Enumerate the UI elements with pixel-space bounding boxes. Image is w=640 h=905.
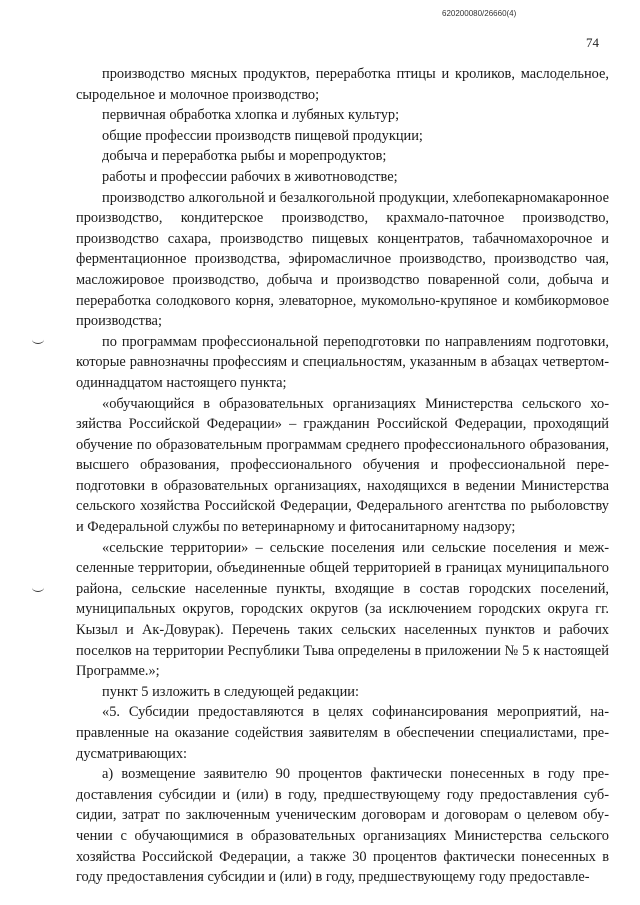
paragraph: производство алкогольной и безалкогольной продукции, хлебопекарномакаронное производство, кондитерское производство, крахмало-паточное производство, производство сахара, производство пищевых концентратов, табачномахорочное и ферментационное производства, эфиромасличное производство, производство чая, масложировое производство, добыча и производство поваренной соли, добыча и переработка солодкового корня, элеваторное, мукомольно-крупяное и комбикормовое производства; bbox=[76, 189, 609, 330]
paragraph: «обучающийся в образовательных организациях Министерства сельского хозяйства Российской Федерации» – гражданин Российской Федерации, проходящий обучение по образовательным программам среднего профессионального образования, высшего образования, профессионального обучения и профессиональной переподготовки в образовательных организациях, находящихся в ведении Министерства сельского хозяйства Российской Федерации, Федерального агентства по рыболовству и Федеральной службы по ветеринарному и фитосанитарному надзору; bbox=[76, 395, 609, 536]
paragraph: добыча и переработка рыбы и морепродуктов; bbox=[102, 148, 387, 165]
paragraph: по программам профессиональной переподготовки по направлениям подготовки, которые равнозначны профессиям и специальностям, указанным в абзацах четвертом-одиннадцатом настоящего пункта; bbox=[76, 333, 609, 391]
paragraph: пункт 5 изложить в следующей редакции: bbox=[102, 683, 359, 700]
paragraph: общие профессии производств пищевой продукции; bbox=[102, 127, 423, 144]
paragraph: первичная обработка хлопка и лубяных культур; bbox=[102, 107, 400, 124]
scan-margin-mark bbox=[32, 335, 44, 344]
paragraph: а) возмещение заявителю 90 процентов фактически понесенных в году предоставления субсидии и (или) в году, предшествующему году предоставления субсидии, затрат по заключенным ученическим договорам и договорам о целевом обучении с обучающимися в образовательных организациях Министерства сельского хозяйства Российской Федерации, а также 30 процентов фактически понесенных в году предоставления субсидии и (или) в году, предшествующему году предоставле- bbox=[76, 766, 609, 886]
page-number: 74 bbox=[586, 35, 599, 50]
scan-margin-mark bbox=[32, 583, 44, 592]
paragraph: «сельские территории» – сельские поселения или сельские поселения и межселенные территории, объединенные общей территорией в границах муниципального района, сельские населенные пункты, входящие в состав городских поселений, муниципальных округов, городских округов (за исключением городских округа гг. Кызыл и Ак-Довурак). Перечень таких сельских населенных пунктов и рабочих поселков на территории Республики Тыва определены в приложении № 5 к настоящей Программе.»; bbox=[76, 539, 609, 680]
paragraph: «5. Субсидии предоставляются в целях софинансирования мероприятий, направленные на оказание содействия заявителям в обеспечении специалистами, предусматривающих: bbox=[76, 704, 609, 762]
document-body bbox=[76, 64, 609, 888]
paragraph: производство мясных продуктов, переработка птицы и кроликов, маслодельное, сыродельное и молочное производство; bbox=[76, 66, 609, 103]
paragraph: работы и профессии рабочих в животноводстве; bbox=[102, 168, 398, 185]
document-id: 620200080/26660(4) bbox=[442, 9, 517, 18]
